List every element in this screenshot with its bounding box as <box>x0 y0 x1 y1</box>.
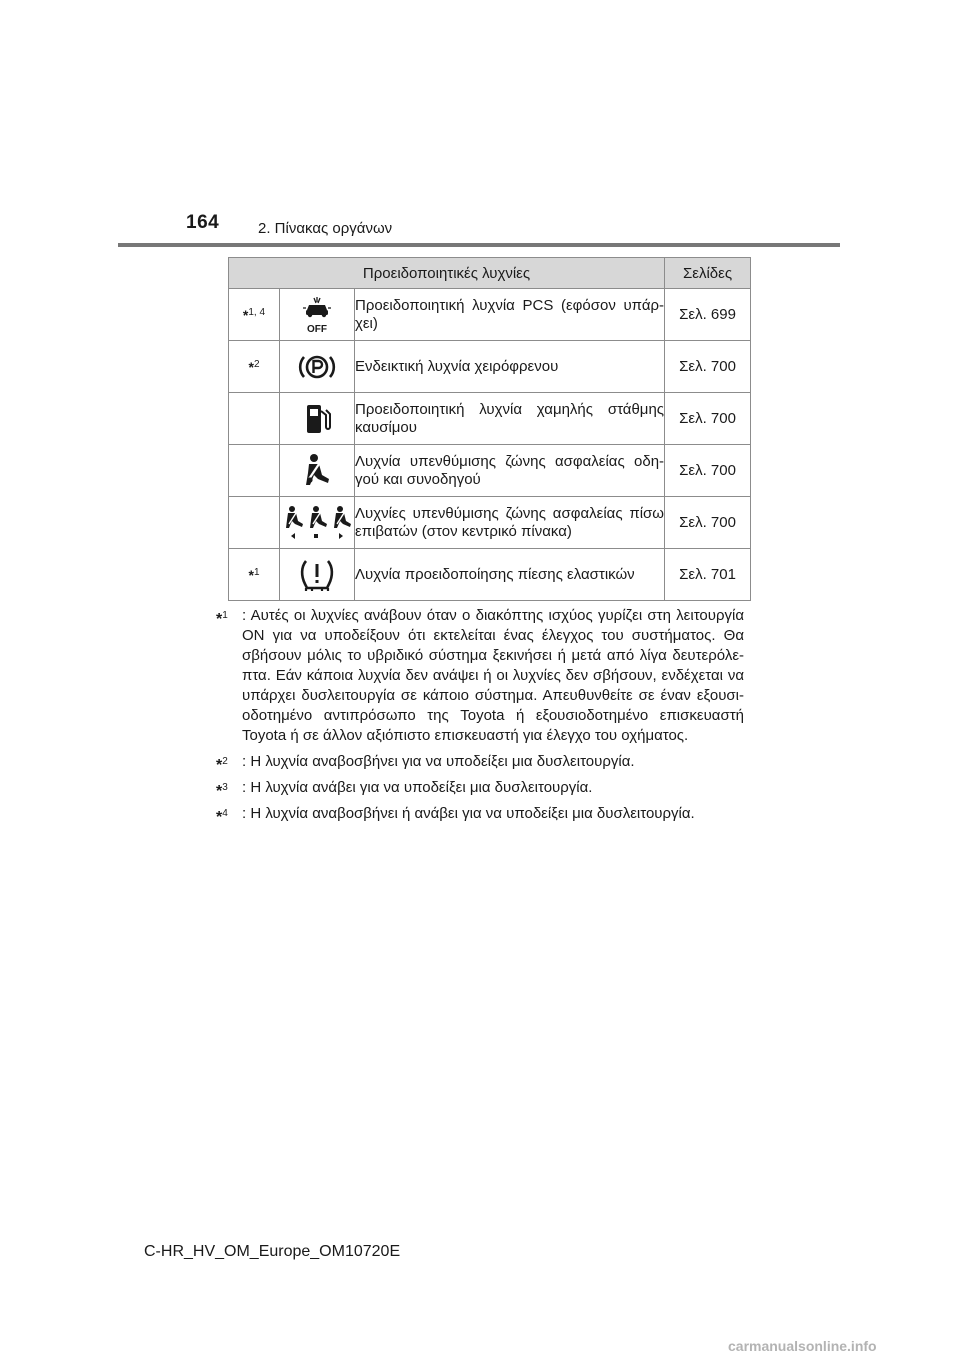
table-row <box>229 289 751 341</box>
fuel-pump-icon <box>302 402 332 436</box>
note-reference <box>229 393 280 445</box>
footnote <box>216 778 744 798</box>
tire-pressure-icon <box>297 558 337 592</box>
warning-lights-table <box>228 257 751 601</box>
footnote-text: : Αυτές οι λυχνίες ανάβουν όταν ο διακόπτης ισχύος γυρίζει στη λειτουργία ON για να υποδείξουν ότι εκτελείται ένας έλεγχος του συστήματος. Θα σβήσουν μόλις το υβριδικό σύστημα ξεκινήσει ή μετά από λίγα δευτερόλε- πτα. Εάν κάποια λυχνία δεν ανάψει ή οι λυχνίες δεν σβήσουν, ενδέχεται να υπάρχει δυσλειτουργία σε κάποιο σύστημα. Απευθυνθείτε σε έναν εξουσι- οδοτημένο αντιπρόσωπο της Toyota ή εξουσιοδοτημένο επισκευαστή Toyota ή σε άλλον αξιόπιστο επισκευαστή για έλεγχο του οχήματος. <box>242 607 744 744</box>
note-reference <box>229 497 280 549</box>
footnotes <box>216 606 744 830</box>
column-header-pages: Σελίδες <box>665 258 751 289</box>
header-rule <box>118 243 840 247</box>
watermark: carmanualsonline.info <box>728 1338 877 1354</box>
light-description: Προειδοποιητική λυχνία PCS (εφόσον υπάρ- χει) <box>355 289 665 341</box>
footnote-marker: *$^2$ <box>216 756 228 774</box>
table-row <box>229 445 751 497</box>
table-row <box>229 393 751 445</box>
footnote <box>216 752 744 772</box>
footnote-marker: *$^4$ <box>216 808 228 826</box>
page-reference: Σελ. 700 <box>665 497 751 549</box>
light-description: Λυχνία υπενθύμισης ζώνης ασφαλείας οδη- γού και συνοδηγού <box>355 445 665 497</box>
page-number: 164 <box>186 212 220 233</box>
footnote-text: : Η λυχνία αναβοσβήνει για να υποδείξει μια δυσλειτουργία. <box>242 753 635 770</box>
rear-seatbelts-icon <box>282 505 352 541</box>
light-description: Λυχνίες υπενθύμισης ζώνης ασφαλείας πίσω επιβατών (στον κεντρικό πίνακα) <box>355 497 665 549</box>
footnote-text: : Η λυχνία αναβοσβήνει ή ανάβει για να υποδείξει μια δυσλειτουργία. <box>242 805 695 822</box>
pcs-off-label: OFF <box>307 323 327 335</box>
page-reference: Σελ. 700 <box>665 393 751 445</box>
note-reference <box>229 445 280 497</box>
table-header-row <box>229 258 751 289</box>
footnote-marker: *$^1$ <box>216 610 228 628</box>
footnote-marker: *$^3$ <box>216 782 228 800</box>
footnote <box>216 804 744 824</box>
light-description: Προειδοποιητική λυχνία χαμηλής στάθμης καυσίμου <box>355 393 665 445</box>
page-reference: Σελ. 701 <box>665 549 751 601</box>
parking-brake-icon <box>297 351 337 383</box>
light-description: Λυχνία προειδοποίησης πίεσης ελαστικών <box>355 549 665 601</box>
table-row <box>229 497 751 549</box>
table-row <box>229 549 751 601</box>
note-reference: *$^{1, 4}$ <box>229 289 280 341</box>
pcs-off-icon <box>300 295 334 335</box>
page-reference: Σελ. 699 <box>665 289 751 341</box>
light-description: Ενδεικτική λυχνία χειρόφρενου <box>355 341 665 393</box>
section-title: 2. Πίνακας οργάνων <box>258 220 393 237</box>
table-row <box>229 341 751 393</box>
column-header-lights: Προειδοποιητικές λυχνίες <box>229 258 665 289</box>
note-reference: *$^2$ <box>229 341 280 393</box>
seatbelt-icon <box>300 453 334 489</box>
document-code: C-HR_HV_OM_Europe_OM10720E <box>144 1243 401 1260</box>
note-reference: *$^1$ <box>229 549 280 601</box>
page-reference: Σελ. 700 <box>665 445 751 497</box>
footnote-text: : Η λυχνία ανάβει για να υποδείξει μια δυσλειτουργία. <box>242 779 593 796</box>
page-reference: Σελ. 700 <box>665 341 751 393</box>
footnote <box>216 606 744 746</box>
